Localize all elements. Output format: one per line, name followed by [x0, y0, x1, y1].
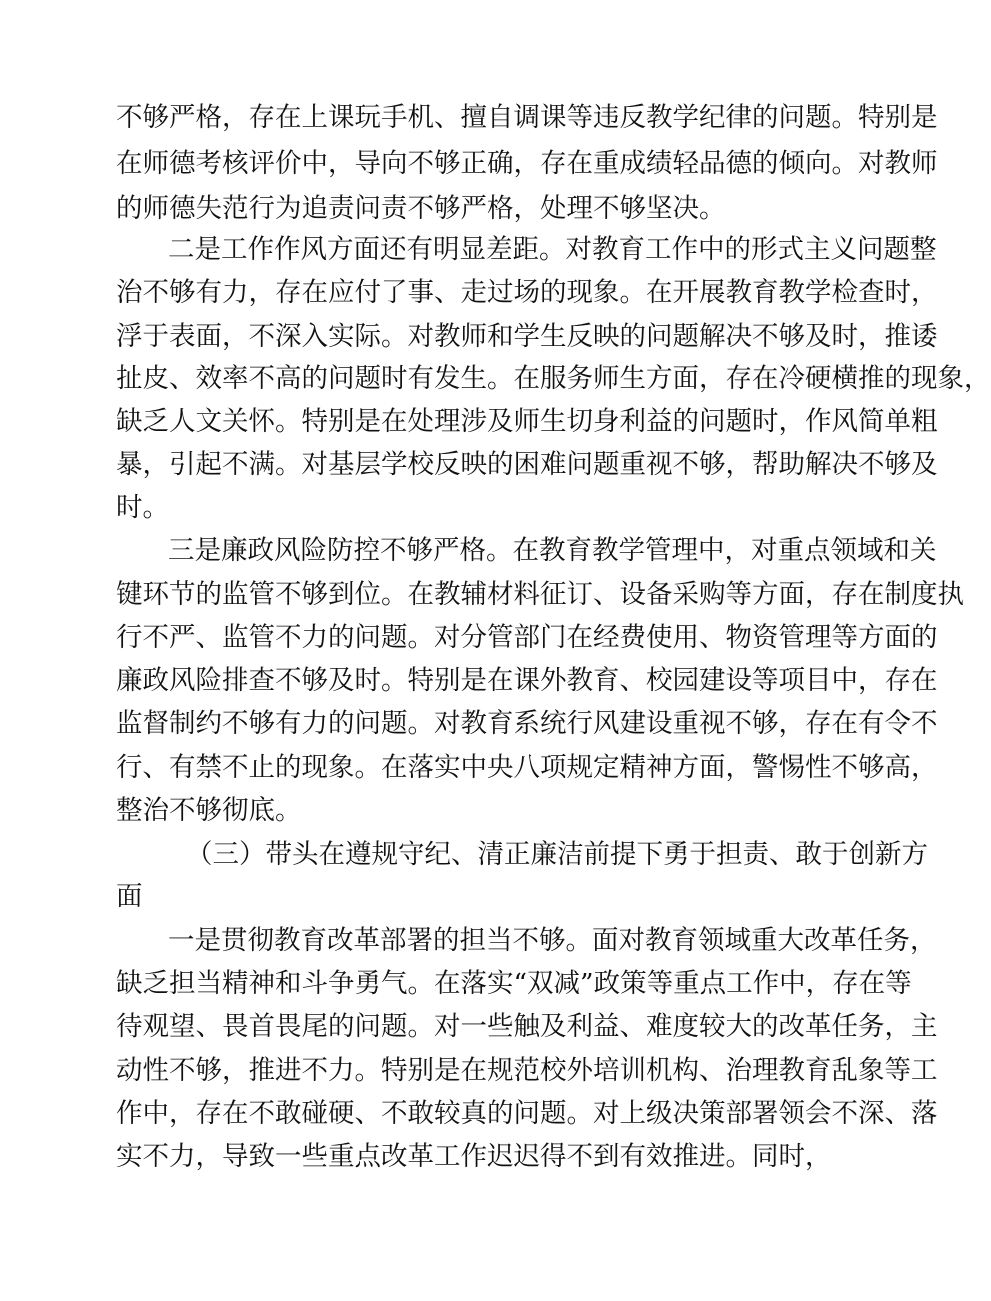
- paragraph-line: 行不严、监管不力的问题。对分管部门在经费使用、物资管理等方面的: [116, 622, 938, 653]
- section-heading: 面: [116, 881, 143, 912]
- paragraph-line: 作中，存在不敢碰硬、不敢较真的问题。对上级决策部署领会不深、落: [116, 1098, 938, 1129]
- paragraph-line: 键环节的监管不够到位。在教辅材料征订、设备采购等方面，存在制度执: [116, 579, 964, 610]
- paragraph-line: 不够严格，存在上课玩手机、擅自调课等违反教学纪律的问题。特别是: [116, 102, 938, 133]
- paragraph-line: 二是工作作风方面还有明显差距。对教育工作中的形式主义问题整: [168, 234, 937, 265]
- paragraph-line: 一是贯彻教育改革部署的担当不够。面对教育领域重大改革任务，: [168, 925, 937, 956]
- paragraph-line: 治不够有力，存在应付了事、走过场的现象。在开展教育教学检查时，: [116, 277, 938, 308]
- paragraph-line: 廉政风险排查不够及时。特别是在课外教育、校园建设等项目中，存在: [116, 665, 938, 696]
- section-heading: （三）带头在遵规守纪、清正廉洁前提下勇于担责、敢于创新方: [186, 839, 928, 870]
- paragraph-line: 的师德失范行为追责问责不够严格，处理不够坚决。: [116, 193, 726, 224]
- paragraph-line: 暴，引起不满。对基层学校反映的困难问题重视不够，帮助解决不够及: [116, 449, 938, 480]
- paragraph-line: 扯皮、效率不高的问题时有发生。在服务师生方面，存在冷硬横推的现象，: [116, 363, 991, 394]
- paragraph-line: 行、有禁不止的现象。在落实中央八项规定精神方面，警惕性不够高，: [116, 752, 938, 783]
- paragraph-line: 在师德考核评价中，导向不够正确，存在重成绩轻品德的倾向。对教师: [116, 148, 938, 179]
- paragraph-line: 实不力，导致一些重点改革工作迟迟得不到有效推进。同时，: [116, 1141, 832, 1172]
- paragraph-line: 缺乏担当精神和斗争勇气。在落实“双减”政策等重点工作中，存在等: [116, 968, 912, 999]
- paragraph-line: 浮于表面，不深入实际。对教师和学生反映的问题解决不够及时，推诿: [116, 321, 938, 352]
- paragraph-line: 三是廉政风险防控不够严格。在教育教学管理中，对重点领域和关: [168, 535, 937, 566]
- paragraph-line: 缺乏人文关怀。特别是在处理涉及师生切身利益的问题时，作风简单粗: [116, 406, 938, 437]
- paragraph-line: 监督制约不够有力的问题。对教育系统行风建设重视不够，存在有令不: [116, 708, 938, 739]
- paragraph-line: 待观望、畏首畏尾的问题。对一些触及利益、难度较大的改革任务，主: [116, 1011, 938, 1042]
- paragraph-line: 动性不够，推进不力。特别是在规范校外培训机构、治理教育乱象等工: [116, 1055, 938, 1086]
- paragraph-line: 整治不够彻底。: [116, 795, 302, 826]
- paragraph-line: 时。: [116, 492, 169, 523]
